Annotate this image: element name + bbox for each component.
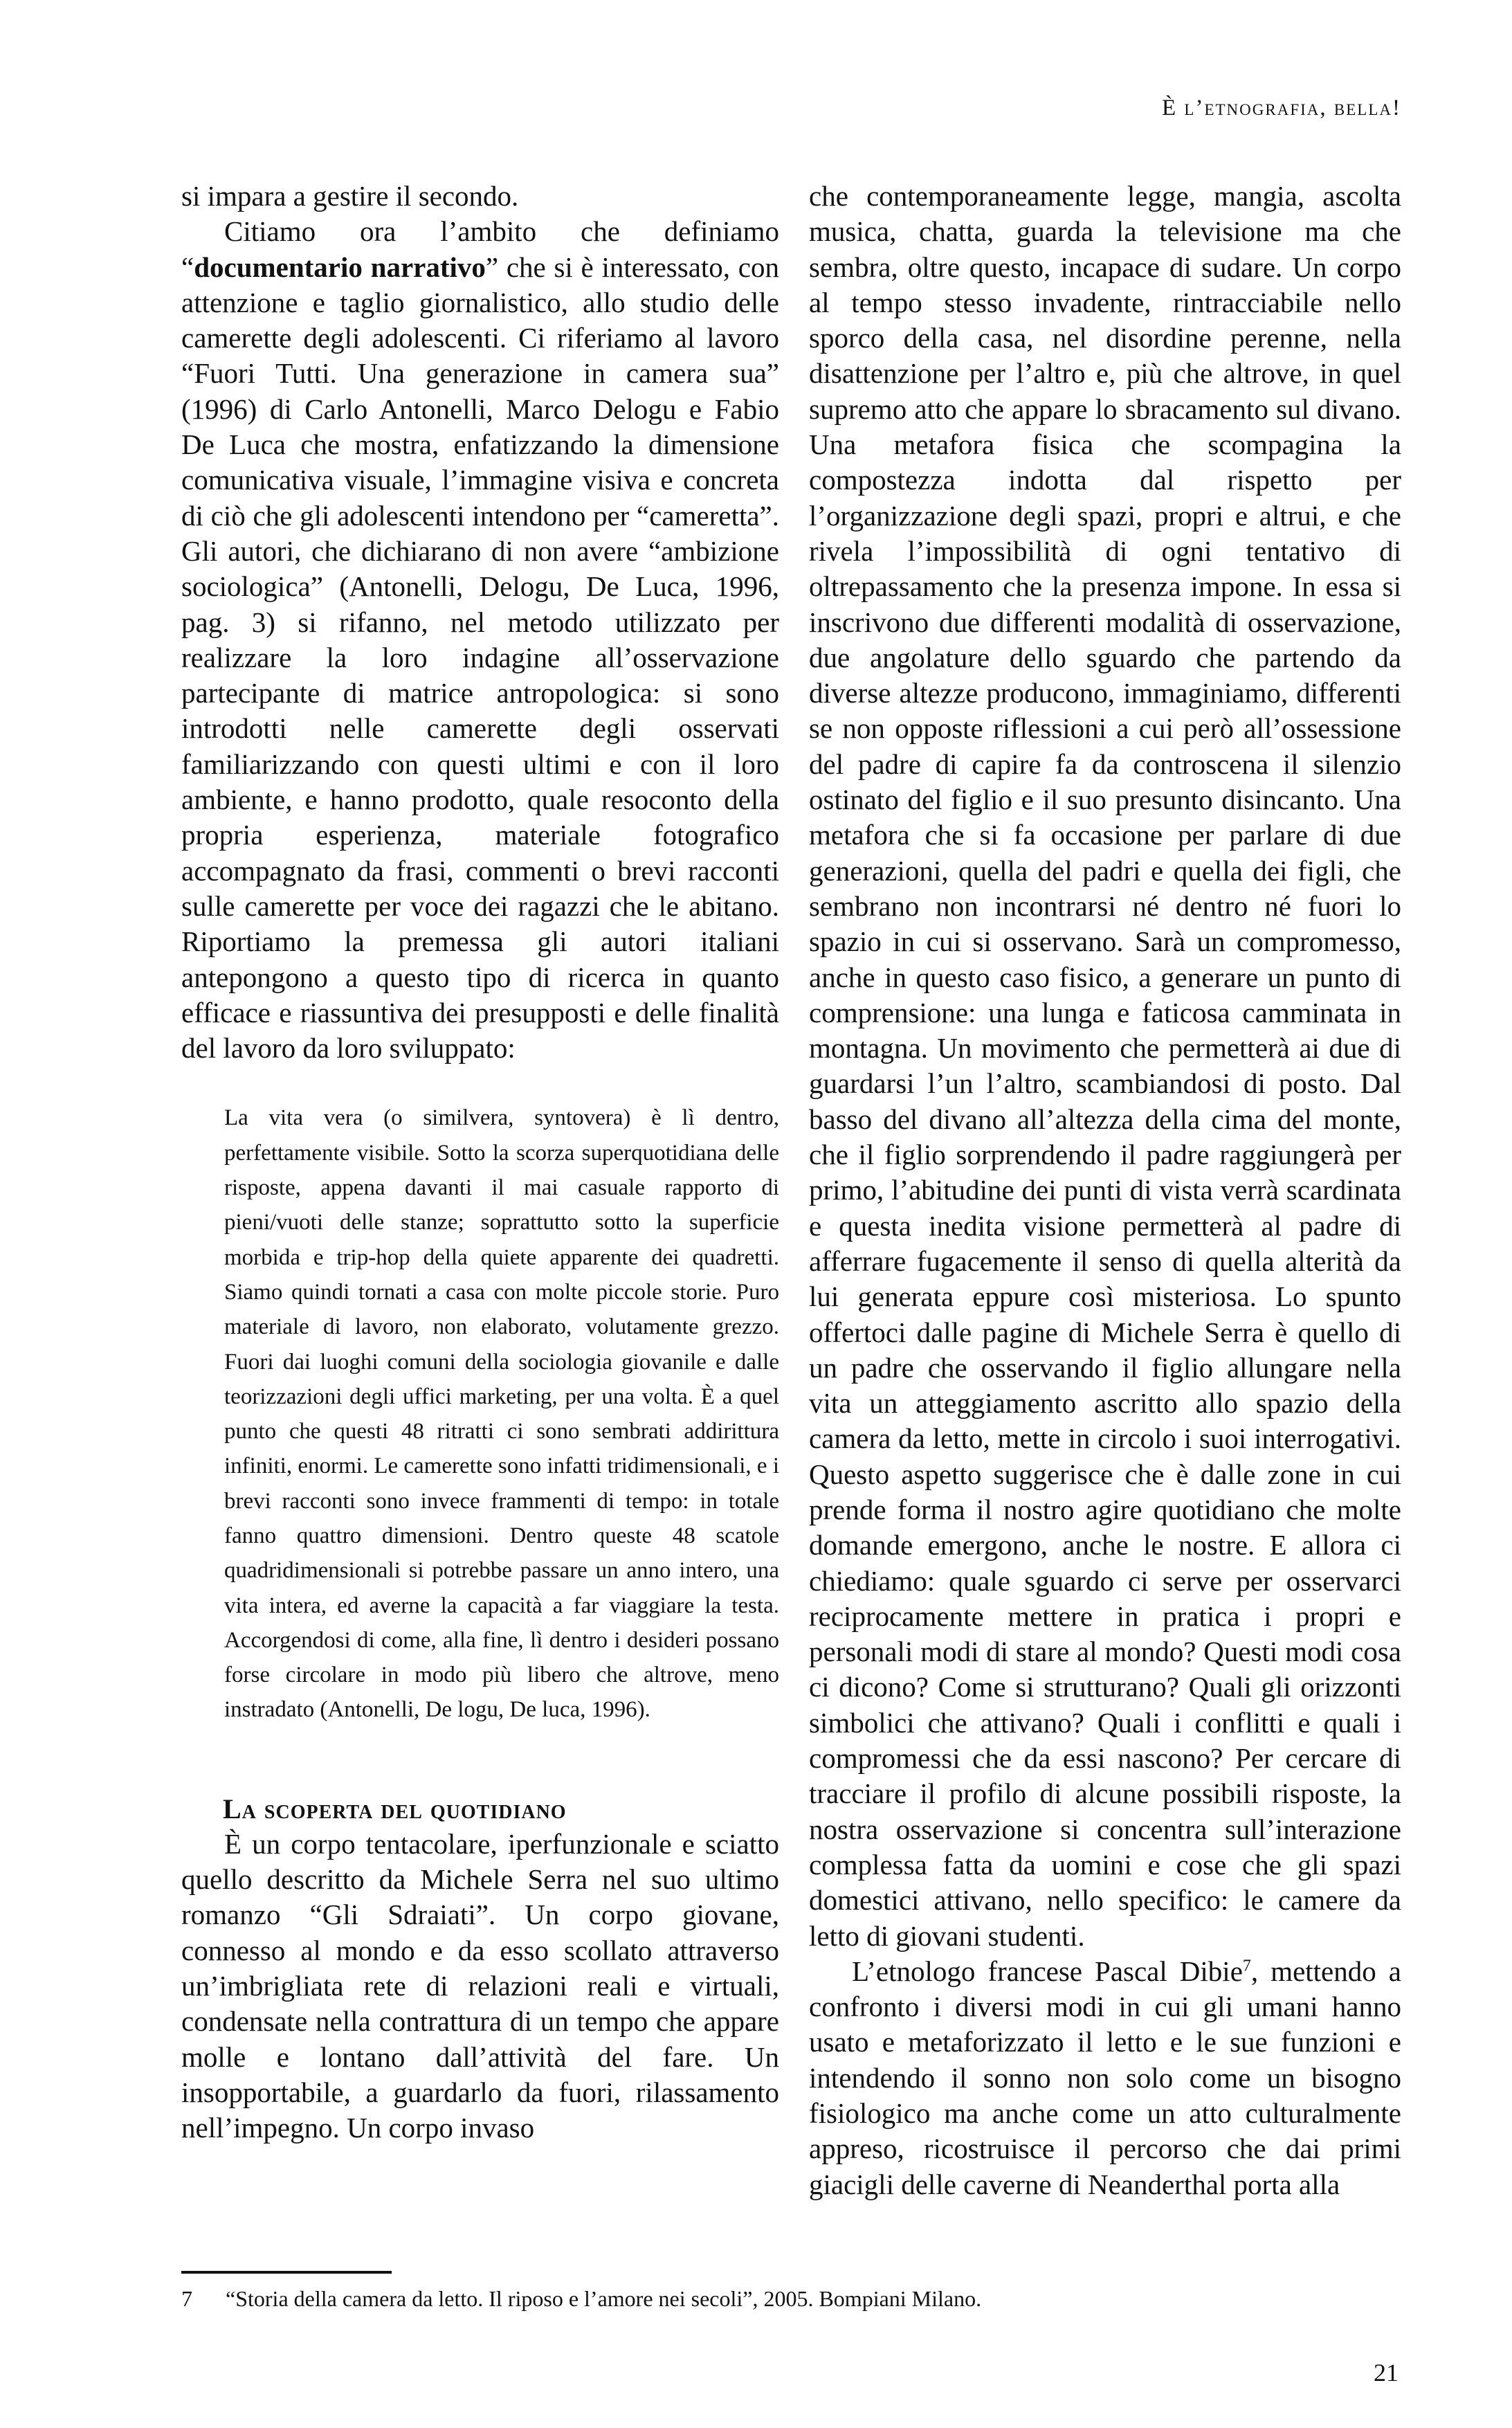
running-head: È l’etnografia, bella! xyxy=(1162,96,1401,120)
section-heading: La scoperta del quotidiano xyxy=(223,1793,567,1824)
paragraph xyxy=(181,214,779,1066)
paragraph: È un corpo tentacolare, iperfunzionale e sciatto quello descritto da Michele Serra nel suo ultimo romanzo “Gli Sdraiati”. Un corpo giovane, connesso al mondo e da esso scollato attraverso un’imbrigliata rete di relazioni reali e virtuali, condensate nella contrattura di un tempo che appare molle e lontano dall’attività del fare. Un insopportabile, a guardarlo da fuori, rilassamento nell’impegno. Un corpo invaso xyxy=(181,1827,779,2144)
right-column xyxy=(809,179,1401,2202)
footnote xyxy=(181,2284,1358,2313)
paragraph-text: Citiamo ora l’ambito che definiamo “ xyxy=(181,215,779,283)
paragraph xyxy=(809,1954,1401,2202)
paragraph: si impara a gestire il secondo. xyxy=(181,180,519,212)
footnote-number: 7 xyxy=(181,2286,192,2311)
paragraph-text: L’etnologo francese Pascal Dibie xyxy=(852,1955,1243,1987)
footnote-reference[interactable]: 7 xyxy=(1242,1957,1251,1975)
paragraph-text: ” che si è interessato, con attenzione e taglio giornalistico, allo studio delle camerette degli adolescenti. Ci riferiamo al lavoro “Fuori Tutti. Una generazione in camera sua” (1996) di Carlo Antonelli, Marco Delogu e Fabio De Luca che mostra, enfatizzando la dimensione comunicativa visuale, l’immagine visiva e concreta di ciò che gli adolescenti intendono per “cameretta”. Gli autori, che dichiarano di non avere “ambizione sociologica” (Antonelli, Delogu, De Luca, 1996, pag. 3) si rifanno, nel metodo utilizzato per realizzare la loro indagine all’osservazione partecipante di matrice antropologica: si sono introdotti nelle camerette degli osservati familiarizzando con questi ultimi e con il loro ambiente, e hanno prodotto, quale resoconto della propria esperienza, materiale fotografico accompagnato da frasi, commenti o brevi racconti sulle camerette per voce dei ragazzi che le abitano. Riportiamo la premessa gli autori italiani antepongono a questo tipo di ricerca in quanto efficace e riassuntiva dei presupposti e delle finalità del lavoro da loro sviluppato: xyxy=(181,251,779,1064)
footnote-divider xyxy=(181,2271,392,2274)
footnote-text: “Storia della camera da letto. Il riposo e l’amore nei secoli”, 2005. Bompiani Milano. xyxy=(226,2286,982,2311)
block-quote: La vita vera (o similvera, syntovera) è lì dentro, perfettamente visibile. Sotto la scorza superquotidiana delle risposte, appena davanti il mai casuale rapporto di pieni/vuoti delle stanze; soprattutto sotto la superficie morbida e trip-hop della quiete apparente dei quadretti. Siamo quindi tornati a casa con molte piccole storie. Puro materiale di lavoro, non elaborato, volutamente grezzo. Fuori dai luoghi comuni della sociologia giovanile e dalle teorizzazioni degli uffici marketing, per una volta. È a quel punto che questi 48 ritratti ci sono sembrati addirittura infiniti, enormi. Le camerette sono infatti tridimensionali, e i brevi racconti sono invece frammenti di tempo: in totale fanno quattro dimensioni. Dentro queste 48 scatole quadridimensionali si potrebbe passare un anno intero, una vita intera, ed averne la capacità a far viaggiare la testa. Accorgendosi di come, alla fine, lì dentro i desideri possano forse circolare in modo più libero che altrove, meno instradato (Antonelli, De logu, De luca, 1996). xyxy=(224,1105,779,1723)
page-number: 21 xyxy=(1374,2359,1399,2386)
paragraph-text: , mettendo a confronto i diversi modi in cui gli umani hanno usato e metaforizzato il letto e le sue funzioni e intendendo il sonno non solo come un bisogno fisiologico ma anche come un atto culturalmente appreso, ricostruisce il percorso che dai primi giacigli delle caverne di Neanderthal porta alla xyxy=(809,1955,1401,2200)
bold-term: documentario narrativo xyxy=(194,251,486,283)
left-column xyxy=(181,179,779,2146)
paragraph: che contemporaneamente legge, mangia, ascolta musica, chatta, guarda la televisione ma che sembra, oltre questo, incapace di sudare. Un corpo al tempo stesso invadente, rintracciabile nello sporco della casa, nel disordine perenne, nella disattenzione per l’altro e, più che altrove, in quel supremo atto che appare lo sbracamento sul divano. Una metafora fisica che scompagina la compostezza indotta dal rispetto per l’organizzazione degli spazi, propri e altrui, e che rivela l’impossibilità di ogni tentativo di oltrepassamento che la presenza impone. In essa si inscrivono due differenti modalità di osservazione, due angolature dello sguardo che partendo da diverse altezze producono, immaginiamo, differenti se non opposte riflessioni a cui però all’ossessione del padre di capire fa da controscena il silenzio ostinato del figlio e il suo presunto disincanto. Una metafora che si fa occasione per parlare di due generazioni, quella del padri e quella dei figli, che sembrano non incontrarsi né dentro né fuori lo spazio in cui si osservano. Sarà un compromesso, anche in questo caso fisico, a generare un punto di comprensione: una lunga e faticosa camminata in montagna. Un movimento che permetterà ai due di guardarsi l’un l’altro, scambiandosi di posto. Dal basso del divano all’altezza della cima del monte, che il figlio sorprendendo il padre raggiungerà per primo, l’abitudine dei punti di vista verrà scardinata e questa inedita visione permetterà al padre di afferrare fugacemente il senso di quella alterità da lui generata eppure così misteriosa. Lo spunto offertoci dalle pagine di Michele Serra è quello di un padre che osservando il figlio allungare nella vita un atteggiamento ascritto allo spazio della camera da letto, mette in circolo i suoi interrogativi. Questo aspetto suggerisce che è dalle zone in cui prende forma il nostro agire quotidiano che molte domande emergono, anche le nostre. E allora ci chiediamo: quale sguardo ci serve per osservarci reciprocamente mettere in pratica i propri e personali modi di stare al mondo? Questi modi cosa ci dicono? Come si strutturano? Quali gli orizzonti simbolici che attivano? Quali i conflitti e quali i compromessi che da essi nascono? Per cercare di tracciare il profilo di alcune possibili risposte, la nostra osservazione si concentra sull’interazione complessa fatta da uomini e cose che gli spazi domestici attivano, nello specifico: le camere da letto di giovani studenti. xyxy=(809,180,1401,1952)
